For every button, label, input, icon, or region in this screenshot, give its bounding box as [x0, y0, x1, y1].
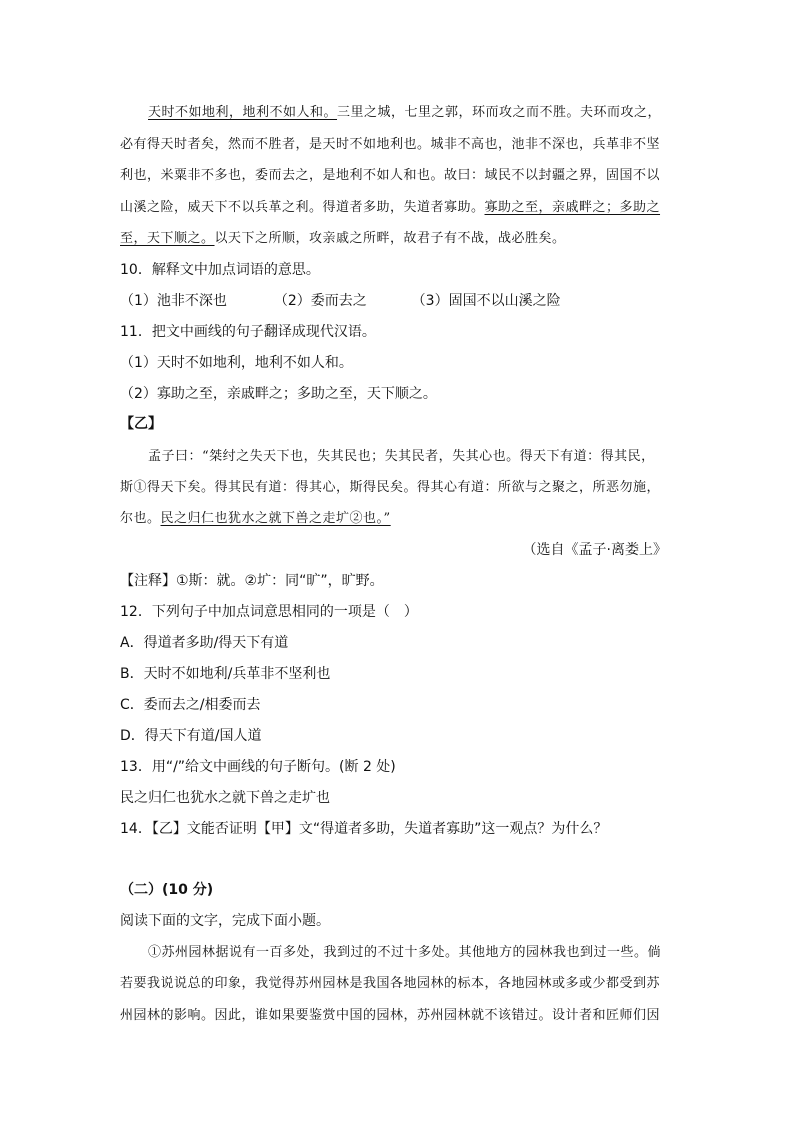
yi-source: （选自《孟子·离娄上》 — [522, 542, 667, 558]
jia-line-4 — [120, 198, 660, 218]
yi-label: 【乙】 — [120, 416, 162, 432]
jia-line-2: 必有得天时者矣，然而不胜者，是天时不如地利也。城非不高也，池非不深也，兵革非不坚 — [120, 137, 661, 152]
yi-text: 尔也。 — [120, 511, 161, 526]
question-13-stem: 13．用“/”给文中画线的句子断句。(断 2 处) — [120, 759, 396, 775]
section-2-heading: （二）(10 分) — [120, 882, 214, 898]
underlined-sentence: 天时不如地利，地利不如人和。 — [148, 105, 338, 120]
jia-text: 以天下之所顺，攻亲戚之所畔，故君子有不战，战必胜矣。 — [214, 231, 566, 246]
annotation-notes: 【注释】①斯：就。②圹：同“旷”，旷野。 — [120, 573, 384, 589]
question-11-stem: 11．把文中画线的句子翻译成现代汉语。 — [120, 324, 376, 340]
question-10-stem: 10．解释文中加点词语的意思。 — [120, 262, 320, 278]
question-10-items — [120, 291, 561, 311]
question-11-item-1: （1）天时不如地利，地利不如人和。 — [120, 355, 353, 371]
question-12-option-b: B．天时不如地利/兵革非不坚利也 — [120, 666, 331, 682]
yi-line-2: 斯①得天下矣。得其民有道：得其心，斯得民矣。得其心有道：所欲与之聚之，所恶勿施， — [120, 480, 661, 495]
question-11-item-2: （2）寡助之至，亲戚畔之；多助之至，天下顺之。 — [120, 386, 437, 402]
section-2-line-2: 若要我说说总的印象，我觉得苏州园林是我国各地园林的标本，各地园林或多或少都受到苏 — [120, 976, 661, 991]
section-2-instruction: 阅读下面的文字，完成下面小题。 — [120, 913, 330, 929]
question-12-option-c: C．委而去之/相委而去 — [120, 697, 261, 713]
section-2-line-3: 州园林的影响。因此，谁如果要鉴赏中国的园林，苏州园林就不该错过。设计者和匠师们因 — [120, 1008, 661, 1023]
jia-line-1 — [148, 103, 661, 123]
underlined-sentence: 民之归仁也犹水之就下兽之走圹②也。” — [160, 511, 391, 526]
question-12-option-d: D．得天下有道/国人道 — [120, 728, 262, 744]
jia-text: 山溪之险，威天下不以兵革之利。得道者多助，失道者寡助。 — [120, 200, 485, 215]
underlined-sentence: 寡助之至，亲戚畔之；多助之 — [484, 200, 661, 215]
yi-line-1: 孟子曰：“桀纣之失天下也，失其民也；失其民者，失其心也。得天下有道：得其民， — [148, 449, 655, 464]
jia-line-3: 利也，米粟非不多也，委而去之，是地利不如人和也。故曰：域民不以封疆之界，固国不以 — [120, 168, 661, 183]
section-2-line-1: ①苏州园林据说有一百多处，我到过的不过十多处。其他地方的园林我也到过一些。倘 — [148, 945, 662, 960]
question-12-stem: 12．下列句子中加点词意思相同的一项是（ ） — [120, 604, 418, 620]
question-10-item-1: （1）池非不深也 — [120, 293, 227, 309]
jia-line-5 — [120, 229, 566, 249]
jia-text: 三里之城，七里之郭，环而攻之而不胜。夫环而攻之， — [337, 105, 662, 120]
question-12-option-a: A．得道者多助/得天下有道 — [120, 635, 289, 651]
question-14-stem: 14．【乙】文能否证明【甲】文“得道者多助，失道者寡助”这一观点？为什么？ — [120, 821, 608, 837]
question-10-item-2: （2）委而去之 — [273, 293, 367, 309]
question-13-sentence: 民之归仁也犹水之就下兽之走圹也 — [120, 790, 330, 806]
underlined-sentence: 至，天下顺之。 — [120, 231, 215, 246]
yi-line-3 — [120, 509, 391, 529]
question-10-item-3: （3）固国不以山溪之险 — [411, 293, 561, 309]
